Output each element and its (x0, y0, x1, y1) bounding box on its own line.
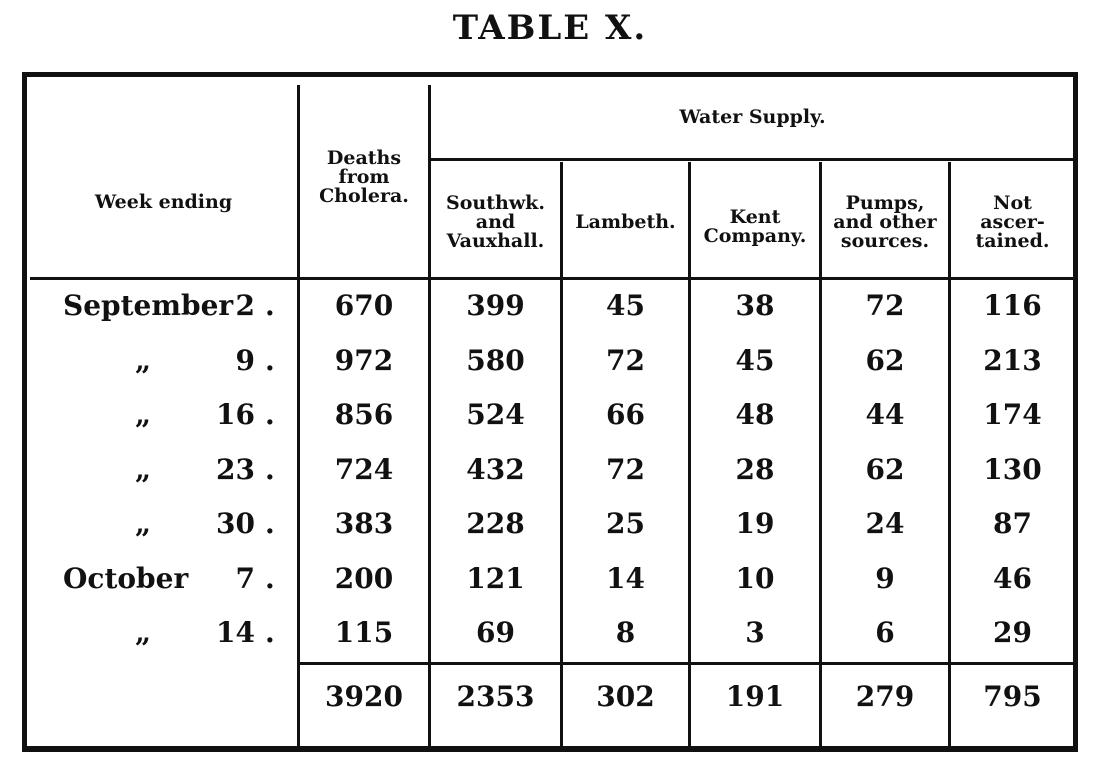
cholera-table (22, 72, 1078, 752)
header-kent-company: Kent Company. (703, 206, 807, 247)
week-month: „ (135, 507, 152, 540)
week-dot: . (265, 561, 275, 595)
week-dot: . (265, 398, 275, 431)
table-cell: 72 (865, 289, 905, 322)
table-cell: 38 (735, 289, 775, 322)
table-cell: 432 (466, 452, 525, 486)
table-cell: 45 (606, 289, 645, 322)
table-cell: 62 (865, 452, 905, 486)
table-cell: 45 (735, 343, 775, 377)
table-cell: 130 (983, 452, 1042, 486)
total-cell: 279 (855, 680, 915, 713)
table-cell: 72 (606, 452, 645, 486)
table-cell: 724 (334, 452, 394, 486)
week-month: „ (135, 616, 152, 649)
table-cell: 856 (334, 398, 394, 431)
total-cell: 795 (983, 680, 1042, 713)
header-rule (30, 277, 1074, 280)
table-title: TABLE X. (452, 8, 648, 48)
table-cell: 383 (334, 507, 394, 540)
table-cell: 670 (334, 289, 394, 322)
total-cell: 302 (596, 680, 655, 713)
table-cell: 62 (865, 343, 905, 377)
table-cell: 25 (606, 507, 645, 540)
week-dot: . (265, 616, 275, 649)
table-cell: 228 (466, 507, 525, 540)
table-cell: 174 (983, 398, 1042, 431)
week-month: October (63, 561, 189, 595)
table-cell: 44 (865, 398, 905, 431)
table-cell: 69 (476, 616, 515, 649)
table-cell: 46 (993, 561, 1032, 595)
total-cell: 2353 (456, 680, 535, 713)
table-cell: 66 (606, 398, 645, 431)
table-cell: 121 (466, 561, 525, 595)
header-week-ending: Week ending (94, 190, 233, 213)
table-cell: 24 (865, 507, 905, 540)
table-cell: 8 (615, 616, 636, 649)
week-month: „ (135, 452, 152, 486)
week-day: 9 (235, 343, 255, 377)
table-cell: 213 (983, 343, 1042, 377)
week-month: September (63, 289, 234, 322)
table-cell: 9 (875, 561, 895, 595)
table-cell: 29 (993, 616, 1032, 649)
week-day: 7 (235, 561, 255, 595)
table-cell: 6 (875, 616, 895, 649)
week-day: 2 (235, 289, 255, 322)
week-dot: . (265, 343, 275, 377)
header-southwark-vauxhall: Southwk. and Vauxhall. (446, 191, 545, 252)
total-cell: 3920 (325, 680, 403, 713)
table-cell: 72 (606, 343, 645, 377)
week-day: 14 (216, 616, 255, 649)
total-rule (300, 662, 1074, 665)
table-cell: 524 (466, 398, 525, 431)
week-day: 30 (216, 507, 255, 540)
table-cell: 87 (993, 507, 1032, 540)
table-cell: 48 (735, 398, 775, 431)
table-cell: 399 (466, 289, 525, 322)
week-day: 23 (216, 452, 255, 486)
table-cell: 10 (735, 561, 775, 595)
table-cell: 14 (606, 561, 645, 595)
header-not-ascertained: Not ascer- tained. (975, 191, 1050, 252)
header-lambeth: Lambeth. (575, 210, 676, 233)
week-month: „ (135, 398, 152, 431)
table-cell: 28 (735, 452, 775, 486)
table-cell: 115 (334, 616, 394, 649)
water-supply-rule (431, 158, 1074, 161)
week-day: 16 (216, 398, 255, 431)
table-cell: 3 (745, 616, 765, 649)
table-cell: 580 (466, 343, 525, 377)
header-water-supply: Water Supply. (679, 105, 826, 128)
week-dot: . (265, 289, 275, 322)
week-dot: . (265, 452, 275, 486)
table-cell: 972 (334, 343, 394, 377)
week-dot: . (265, 507, 275, 540)
header-pumps: Pumps, and other sources. (833, 191, 937, 252)
header-deaths: Deaths from Cholera. (319, 146, 409, 207)
week-month: „ (135, 343, 152, 377)
table-cell: 200 (334, 561, 394, 595)
table-cell: 116 (983, 289, 1042, 322)
table-cell: 19 (735, 507, 775, 540)
total-cell: 191 (725, 680, 785, 713)
